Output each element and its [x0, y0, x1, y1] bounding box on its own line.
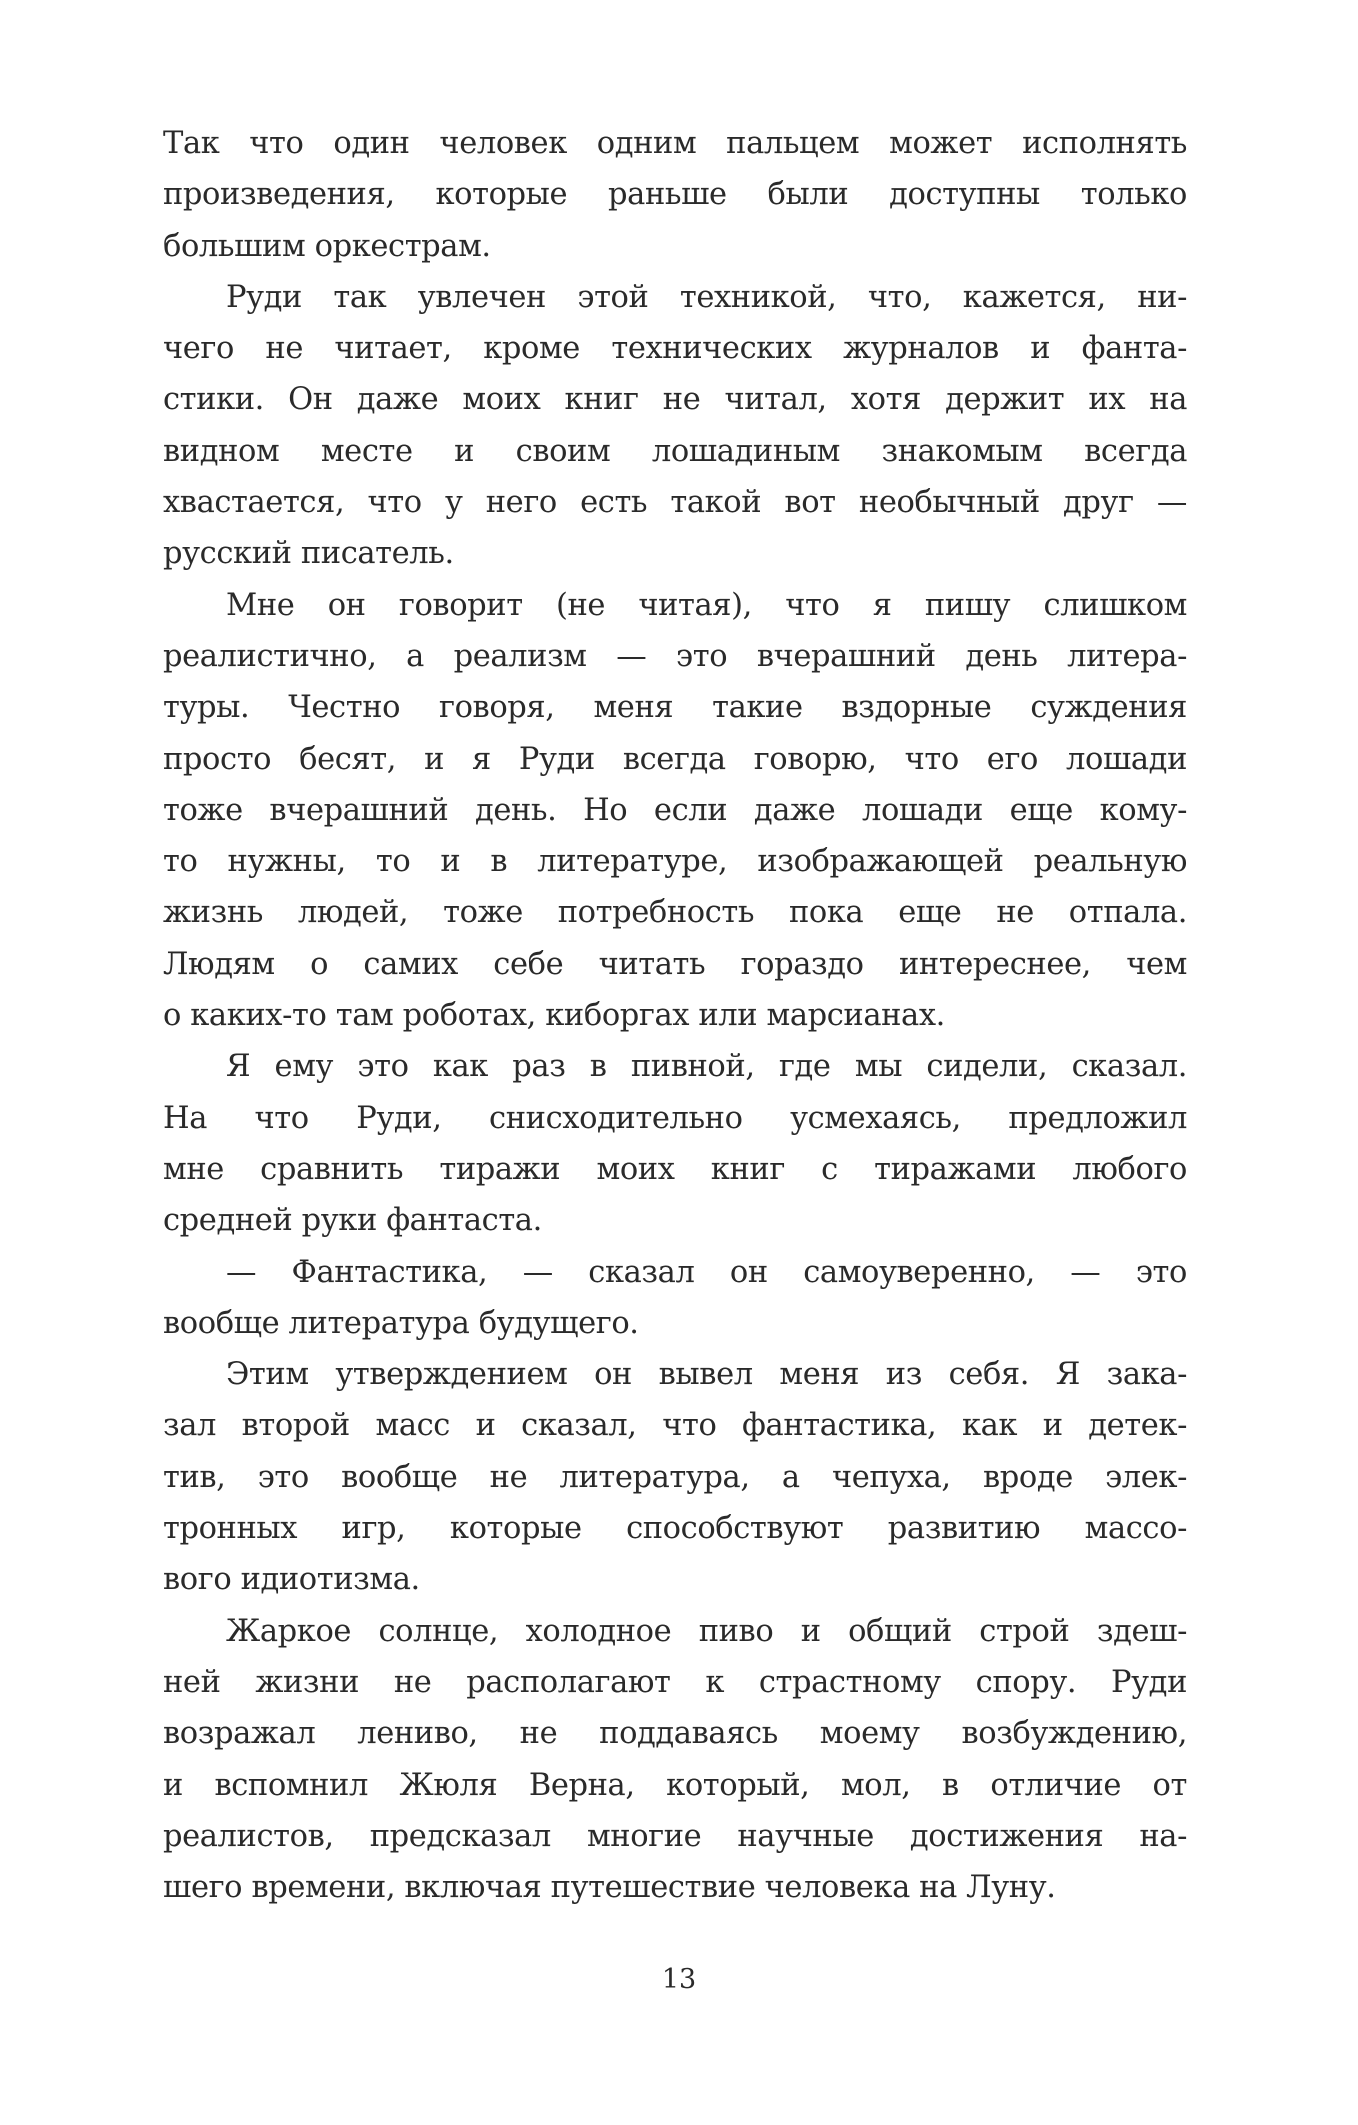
- page-number: 13: [661, 1964, 697, 1995]
- text-line: Я ему это как раз в пивной, где мы сидели, сказал.: [226, 1049, 1187, 1085]
- text-line: тив, это вообще не литература, а чепуха, вроде элек-: [163, 1459, 1187, 1495]
- text-line: возражал лениво, не поддаваясь моему возбуждению,: [163, 1716, 1187, 1752]
- paragraph: [163, 1606, 1187, 1914]
- paragraph: [163, 118, 1187, 272]
- text-line: На что Руди, снисходительно усмехаясь, предложил: [163, 1100, 1187, 1136]
- paragraph: [163, 1247, 1187, 1350]
- text-line: чего не читает, кроме технических журналов и фанта-: [163, 331, 1187, 367]
- body-text: [163, 118, 1187, 1913]
- text-line: стики. Он даже моих книг не читал, хотя держит их на: [163, 382, 1187, 418]
- text-line: Жаркое солнце, холодное пиво и общий строй здеш-: [226, 1613, 1187, 1649]
- text-line: хвастается, что у него есть такой вот необычный друг —: [163, 485, 1187, 521]
- text-line: произведения, которые раньше были доступны только: [163, 177, 1187, 213]
- text-line: зал второй масс и сказал, что фантастика, как и детек-: [163, 1408, 1187, 1444]
- text-line: туры. Честно говоря, меня такие вздорные суждения: [163, 690, 1187, 726]
- paragraph: [163, 1349, 1187, 1605]
- text-line: средней руки фантаста.: [163, 1203, 542, 1239]
- text-line: ней жизни не располагают к страстному спору. Руди: [163, 1664, 1187, 1700]
- text-line: мне сравнить тиражи моих книг с тиражами любого: [163, 1151, 1187, 1187]
- text-line: реалистов, предсказал многие научные достижения на-: [163, 1818, 1187, 1854]
- text-line: видном месте и своим лошадиным знакомым всегда: [163, 433, 1187, 469]
- text-line: Этим утверждением он вывел меня из себя. Я зака-: [226, 1357, 1187, 1393]
- text-line: жизнь людей, тоже потребность пока еще не отпала.: [163, 895, 1187, 931]
- text-line: тоже вчерашний день. Но если даже лошади еще кому-: [163, 792, 1187, 828]
- text-line: вого идиотизма.: [163, 1562, 420, 1598]
- text-line: большим оркестрам.: [163, 228, 491, 264]
- text-line: реалистично, а реализм — это вчерашний день литера-: [163, 638, 1187, 674]
- text-line: шего времени, включая путешествие человека на Луну.: [163, 1870, 1056, 1906]
- paragraph: [163, 1041, 1187, 1246]
- text-line: — Фантастика, — сказал он самоуверенно, — это: [226, 1254, 1187, 1290]
- text-line: о каких-то там роботах, киборгах или марсианах.: [163, 998, 945, 1034]
- paragraph: [163, 580, 1187, 1042]
- text-line: Так что один человек одним пальцем может исполнять: [163, 126, 1187, 161]
- paragraph: [163, 272, 1187, 580]
- text-line: то нужны, то и в литературе, изображающей реальную: [163, 844, 1187, 880]
- text-line: вообще литература будущего.: [163, 1305, 639, 1341]
- text-line: Руди так увлечен этой техникой, что, кажется, ни-: [226, 279, 1187, 315]
- text-line: русский писатель.: [163, 536, 454, 572]
- text-line: просто бесят, и я Руди всегда говорю, что его лошади: [163, 741, 1187, 777]
- text-line: Мне он говорит (не читая), что я пишу слишком: [226, 587, 1187, 623]
- text-line: и вспомнил Жюля Верна, который, мол, в отличие от: [163, 1767, 1187, 1803]
- text-line: тронных игр, которые способствуют развитию массо-: [163, 1511, 1187, 1547]
- text-line: Людям о самих себе читать гораздо интереснее, чем: [163, 946, 1187, 982]
